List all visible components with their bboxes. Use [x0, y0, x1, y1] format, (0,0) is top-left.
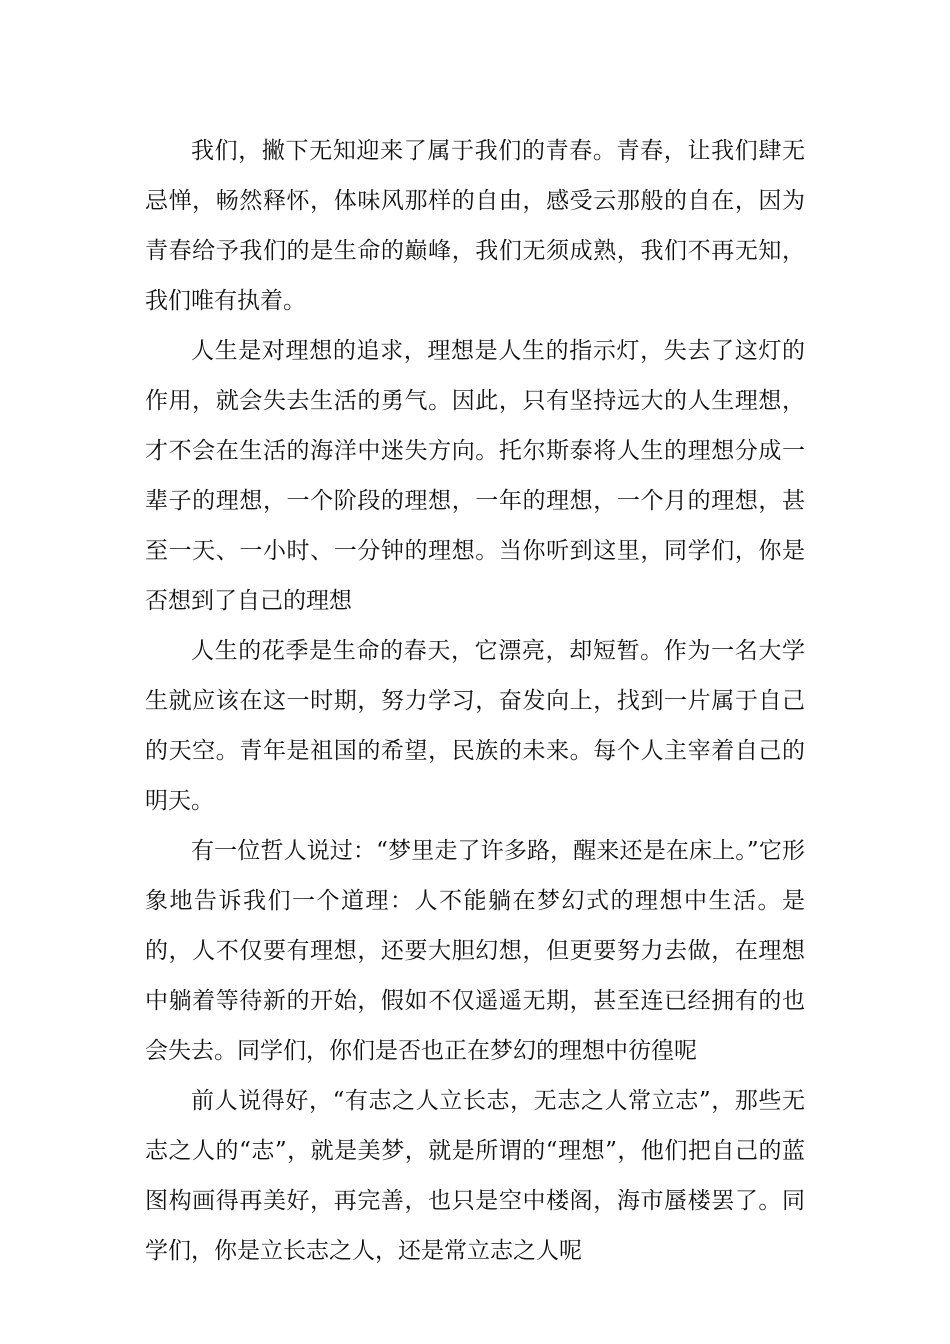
paragraph-3: 人生的花季是生命的春天，它漂亮，却短暂。作为一名大学生就应该在这一时期，努力学习，奋发向上，找到一片属于自己的天空。青年是祖国的希望，民族的未来。每个人主宰着自己的明天。 — [145, 638, 805, 814]
paragraph-4: 有一位哲人说过：“梦里走了许多路，醒来还是在床上。”它形象地告诉我们一个道理：人不能躺在梦幻式的理想中生活。是的，人不仅要有理想，还要大胆幻想，但更要努力去做，在理想中躺着等待新的开始，假如不仅遥遥无期，甚至连已经拥有的也会失去。同学们，你们是否也正在梦幻的理想中彷徨呢 — [145, 838, 805, 1064]
paragraph-1: 我们，撇下无知迎来了属于我们的青春。青春，让我们肆无忌惮，畅然释怀，体味风那样的自由，感受云那般的自在，因为青春给予我们的是生命的巅峰，我们无须成熟，我们不再无知，我们唯有执着。 — [145, 138, 805, 314]
paragraph-2: 人生是对理想的追求，理想是人生的指示灯，失去了这灯的作用，就会失去生活的勇气。因此，只有坚持远大的人生理想，才不会在生活的海洋中迷失方向。托尔斯泰将人生的理想分成一辈子的理想，一个阶段的理想，一年的理想，一个月的理想，甚至一天、一小时、一分钟的理想。当你听到这里，同学们，你是否想到了自己的理想 — [145, 338, 805, 614]
paragraph-5: 前人说得好，“有志之人立长志，无志之人常立志”，那些无志之人的“志”，就是美梦，就是所谓的“理想”，他们把自己的蓝图构画得再美好，再完善，也只是空中楼阁，海市蜃楼罢了。同学们，你是立长志之人，还是常立志之人呢 — [145, 1088, 805, 1264]
document-body — [145, 126, 805, 1276]
